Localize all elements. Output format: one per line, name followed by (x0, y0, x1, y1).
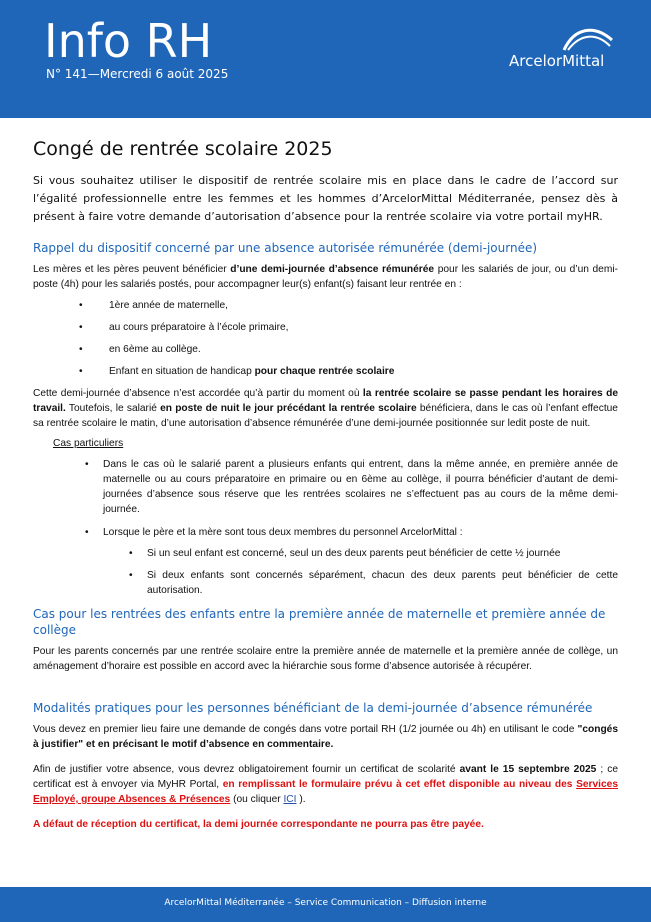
list-item: • Dans le cas où le salarié parent a plusieurs enfants qui entrent, dans la même année, en première année de maternelle ou au cours préparatoire en primaire ou en 6ème au collège, il pourra bénéficier d’autant de demi-journées d’absence sous réserve que les rentrées scolaires ne s’effectuent pas au cours de la même demi-journée. (85, 457, 618, 517)
section-title-modalites: Modalités pratiques pour les personnes bénéficiant de la demi-journée d’absence rémunérée (33, 701, 593, 715)
sub-cases-list (103, 546, 618, 598)
list-item: • Si deux enfants sont concernés séparément, chacun des deux parents peut bénéficier de cette autorisation. (129, 568, 618, 598)
ici-link[interactable]: ICI (283, 794, 297, 805)
list-item: • au cours préparatoire à l’école primaire, (79, 320, 618, 335)
logo-text: ArcelorMittal (509, 52, 605, 70)
footer-banner: ArcelorMittal Méditerranée – Service Communication – Diffusion interne (0, 887, 651, 922)
section-title-rappel: Rappel du dispositif concerné par une absence autorisée rémunérée (demi-journée) (33, 241, 538, 255)
services-employe-link[interactable]: Services Employé, groupe Absences & Présences (33, 779, 618, 805)
eligible-levels-list (33, 298, 618, 379)
warning-paragraph: A défaut de réception du certificat, la demi journée correspondante ne pourra pas être payée. (33, 819, 484, 830)
cases-subheading: Cas particuliers (53, 438, 124, 449)
intro-paragraph: Si vous souhaitez utiliser le dispositif de rentrée scolaire mis en place dans le cadre de l’accord sur l’égalité professionnelle entre les femmes et les hommes d’ArcelorMittal Méditerranée, pensez dès à présent à faire votre demande d’autorisation d’absence pour la rentrée scolaire via votre portail myHR. (33, 174, 618, 223)
newsletter-title: Info RH (44, 14, 213, 68)
list-item: • Enfant en situation de handicap pour chaque rentrée scolaire (79, 364, 618, 379)
list-item: • Si un seul enfant est concerné, seul un des deux parents peut bénéficier de cette ½ journée (129, 546, 618, 561)
section-title-cas: Cas pour les rentrées des enfants entre la première année de maternelle et première année de collège (33, 607, 606, 637)
paragraph-amenagement: Pour les parents concernés par une rentrée scolaire entre la première année de maternelle et la première année de collège, un aménagement d’horaire est possible en accord avec la hiérarchie sous forme d’absence autorisée à récupérer. (33, 646, 618, 672)
page-title: Congé de rentrée scolaire 2025 (33, 138, 333, 160)
header-banner (0, 0, 651, 118)
list-item: • Lorsque le père et la mère sont tous deux membres du personnel ArcelorMittal : • Si un seul enfant est concerné, seul un des deux parents peut bénéficier de cette ½ journée • Si deux enfants sont concernés séparément, chacun des deux parents peut bénéficier de cette autorisation. (85, 525, 618, 598)
list-item: • 1ère année de maternelle, (79, 298, 618, 313)
paragraph-conditions: Cette demi-journée d’absence n’est accordée qu’à partir du moment où la rentrée scolaire se passe pendant les horaires de travail. Toutefois, le salarié en poste de nuit le jour précédant la rentrée scolaire bénéficiera, dans le cas où l’enfant effectue sa rentrée scolaire le matin, d’une autorisation d’absence rémunérée d’une demi-journée positionnée sur ledit poste de nuit. (33, 388, 619, 429)
paragraph-beneficiaires: Les mères et les pères peuvent bénéficier d’une demi-journée d’absence rémunérée pour les salariés de jour, ou d’un demi-poste (4h) pour les salariés postés, pour accompagner leur(s) enfant(s) faisant leur rentrée en : (33, 264, 618, 290)
paragraph-demande: Vous devez en premier lieu faire une demande de congés dans votre portail RH (1/2 journée ou 4h) en utilisant le code "congés à justifier" et en précisant le motif d’absence en commentaire. (33, 724, 618, 750)
paragraph-justificatif: Afin de justifier votre absence, vous devrez obligatoirement fournir un certificat de scolarité avant le 15 septembre 2025 ; ce certificat est à envoyer via MyHR Portal, en remplissant le formulaire prévu à cet effet disponible au niveau des Services Employé, groupe Absences & Présences (ou cliquer ICI ). (33, 764, 618, 805)
list-item: • en 6ème au collège. (79, 342, 618, 357)
main-content (33, 138, 618, 838)
special-cases-list (33, 457, 618, 598)
issue-number: N° 141—Mercredi 6 août 2025 (46, 67, 229, 81)
